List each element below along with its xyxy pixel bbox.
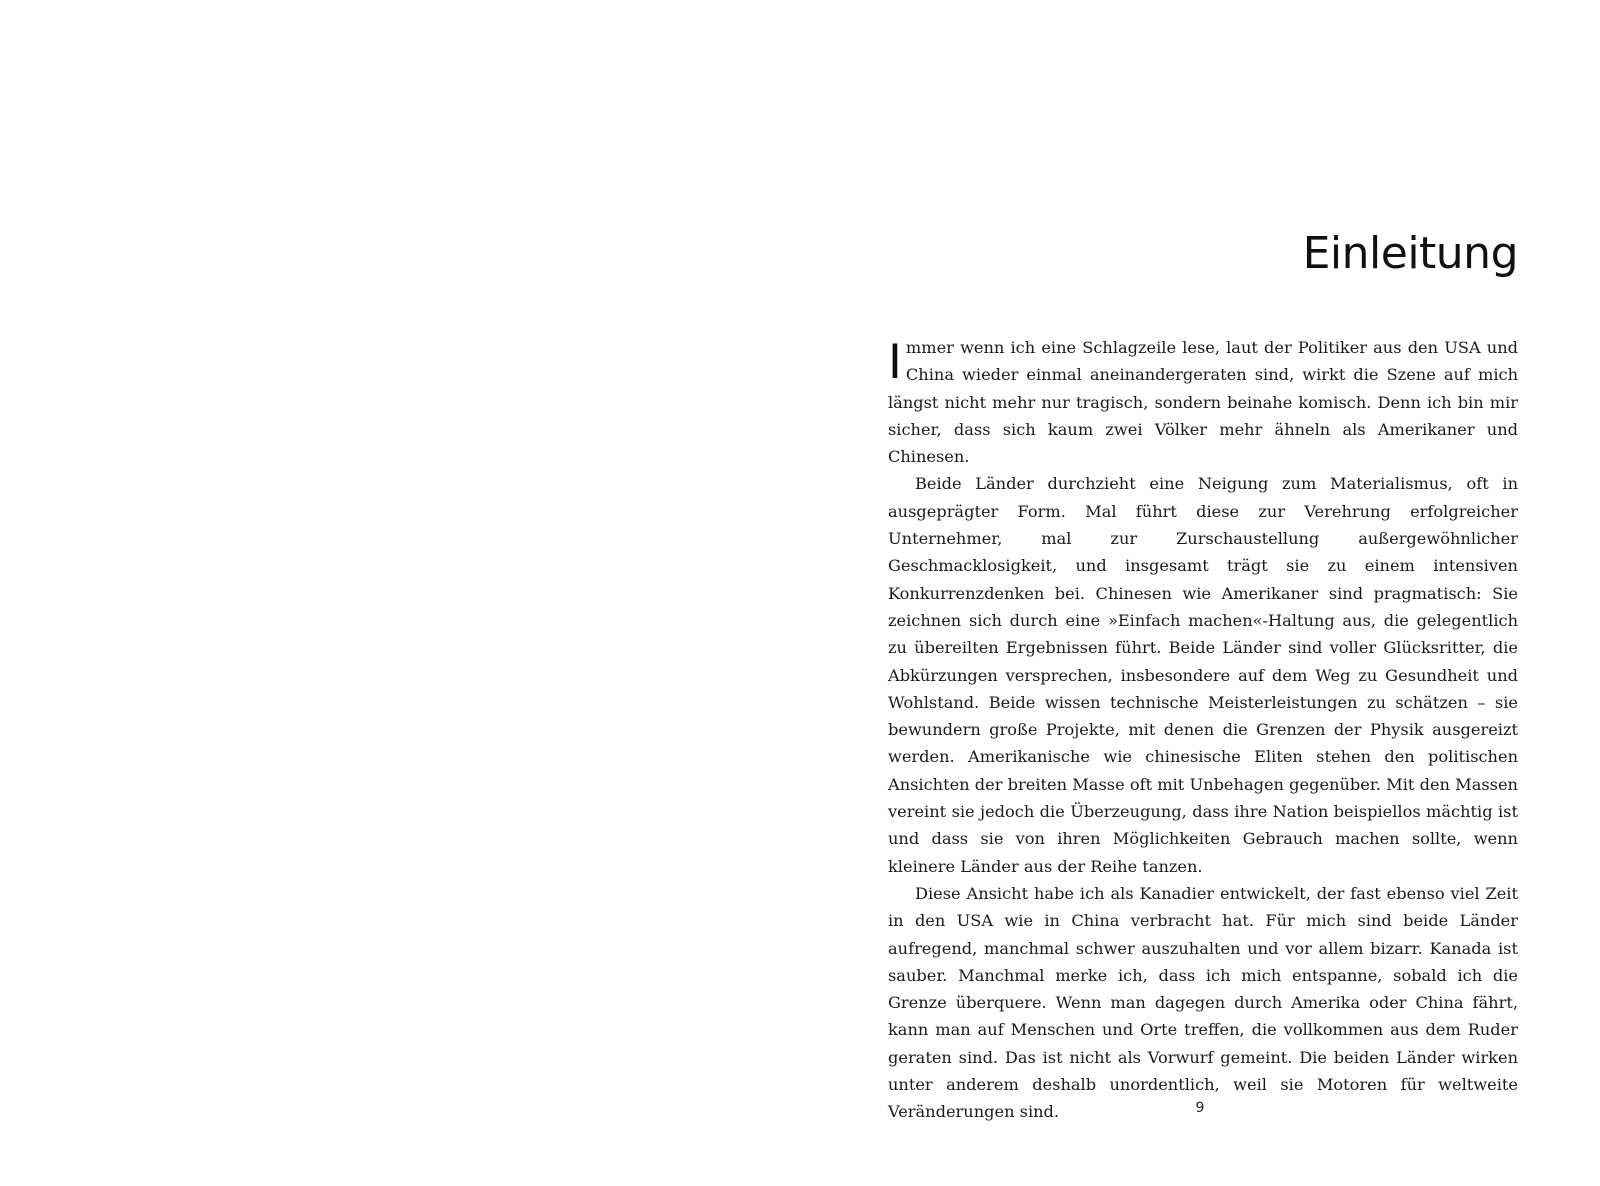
paragraph-1 — [888, 334, 1518, 470]
paragraph-1-text: mmer wenn ich eine Schlagzeile lese, laut der Politiker aus den USA und China wieder einmal aneinandergeraten sind, wirkt die Szene auf mich längst nicht mehr nur tragisch, sondern beinahe komisch. Denn ich bin mir sicher, dass sich kaum zwei Völker mehr ähneln als Amerikaner und Chinesen. — [888, 338, 1518, 467]
drop-cap: I — [888, 333, 902, 389]
body-text — [888, 334, 1518, 1126]
right-page — [800, 0, 1600, 1186]
page-number: 9 — [1195, 1100, 1205, 1116]
paragraph-2: Beide Länder durchzieht eine Neigung zum Materialismus, oft in ausgeprägter Form. Mal führt diese zur Verehrung erfolgreicher Unternehmer, mal zur Zurschaustellung außergewöhnlicher Geschmacklosigkeit, und insgesamt trägt sie zu einem intensiven Konkurrenzdenken bei. Chinesen wie Amerikaner sind pragmatisch: Sie zeichnen sich durch eine »Einfach machen«-Haltung aus, die gelegentlich zu übereilten Ergebnissen führt. Beide Länder sind voller Glücksritter, die Abkürzungen versprechen, insbesondere auf dem Weg zu Gesundheit und Wohlstand. Beide wissen technische Meisterleistungen zu schätzen – sie bewundern große Projekte, mit denen die Grenzen der Physik ausgereizt werden. Amerikanische wie chinesische Eliten stehen den politischen Ansichten der breiten Masse oft mit Unbehagen gegenüber. Mit den Massen vereint sie jedoch die Überzeugung, dass ihre Nation beispiellos mächtig ist und dass sie von ihren Möglichkeiten Gebrauch machen sollte, wenn kleinere Länder aus der Reihe tanzen. — [888, 474, 1518, 876]
paragraph-3: Diese Ansicht habe ich als Kanadier entwickelt, der fast ebenso viel Zeit in den USA wie in China verbracht hat. Für mich sind beide Länder aufregend, manchmal schwer auszuhalten und vor allem bizarr. Kanada ist sauber. Manchmal merke ich, dass ich mich entspanne, sobald ich die Grenze überquere. Wenn man dagegen durch Amerika oder China fährt, kann man auf Menschen und Orte treffen, die vollkommen aus dem Ruder geraten sind. Das ist nicht als Vorwurf gemeint. Die beiden Länder wirken unter anderem deshalb unordentlich, weil sie Motoren für weltweite Veränderungen sind. — [888, 883, 1518, 1122]
chapter-title: Einleitung — [1302, 228, 1518, 279]
